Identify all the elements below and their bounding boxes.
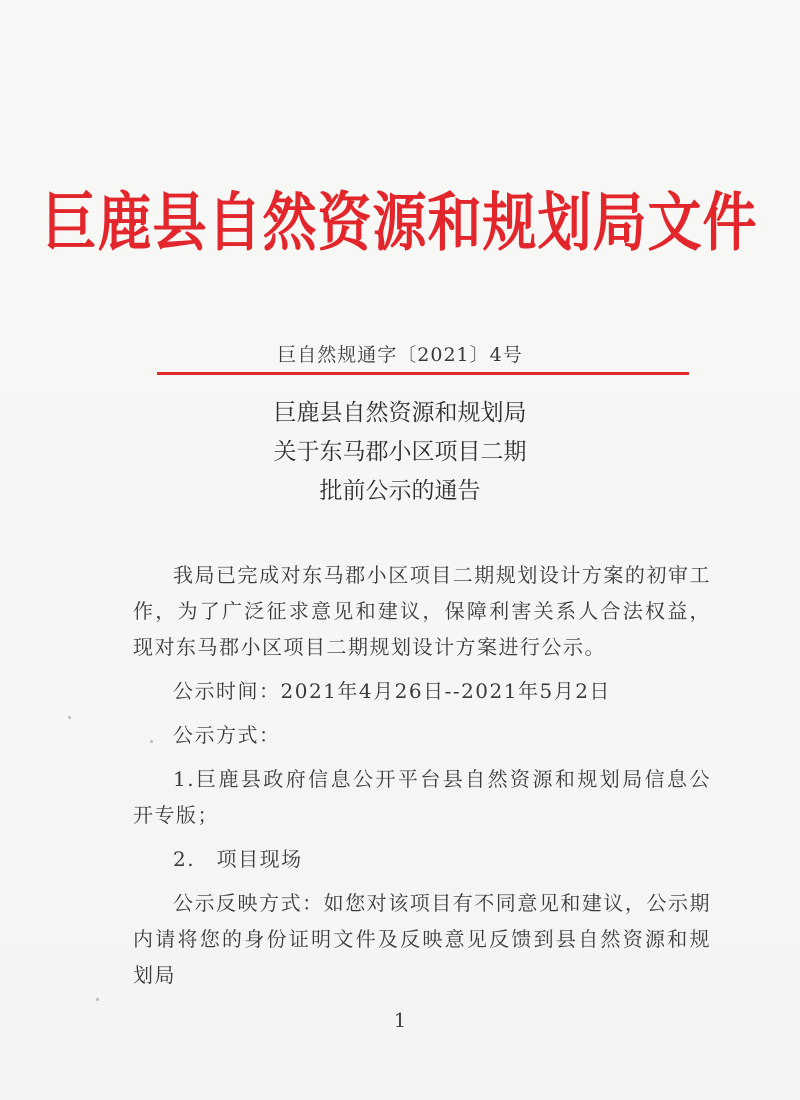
- paragraph-method-2: 2. 项目现场: [173, 847, 303, 871]
- title-line-1: 巨鹿县自然资源和规划局: [273, 400, 527, 426]
- masthead-title: 巨鹿县自然资源和规划局文件: [42, 184, 758, 260]
- paragraph-feedback: 公示反映方式：如您对该项目有不同意见和建议，公示期内请将您的身份证明文件及反映意见反馈到县自然资源和规划局: [133, 891, 711, 987]
- red-divider-line: [157, 372, 689, 375]
- title-line-3: 批前公示的通告: [319, 478, 481, 504]
- page-number: 1: [393, 1008, 407, 1032]
- paragraph-publicity-method-heading: 公示方式：: [173, 723, 281, 747]
- scan-speck: [150, 740, 153, 743]
- title-line-2: 关于东马郡小区项目二期: [273, 439, 527, 465]
- paragraph-publicity-time: 公示时间：2021年4月26日--2021年5月2日: [173, 679, 611, 703]
- notice-body: [133, 557, 711, 1001]
- paragraph-method-1: 1.巨鹿县政府信息公开平台县自然资源和规划局信息公开专版；: [133, 767, 711, 827]
- scan-speck: [96, 998, 99, 1001]
- document-number: 巨自然规通字〔2021〕4号: [277, 344, 523, 366]
- notice-title: [0, 394, 800, 511]
- scan-speck: [68, 716, 71, 719]
- paragraph-intro: 我局已完成对东马郡小区项目二期规划设计方案的初审工作，为了广泛征求意见和建议，保障利害关系人合法权益，现对东马郡小区项目二期规划设计方案进行公示。: [133, 563, 711, 659]
